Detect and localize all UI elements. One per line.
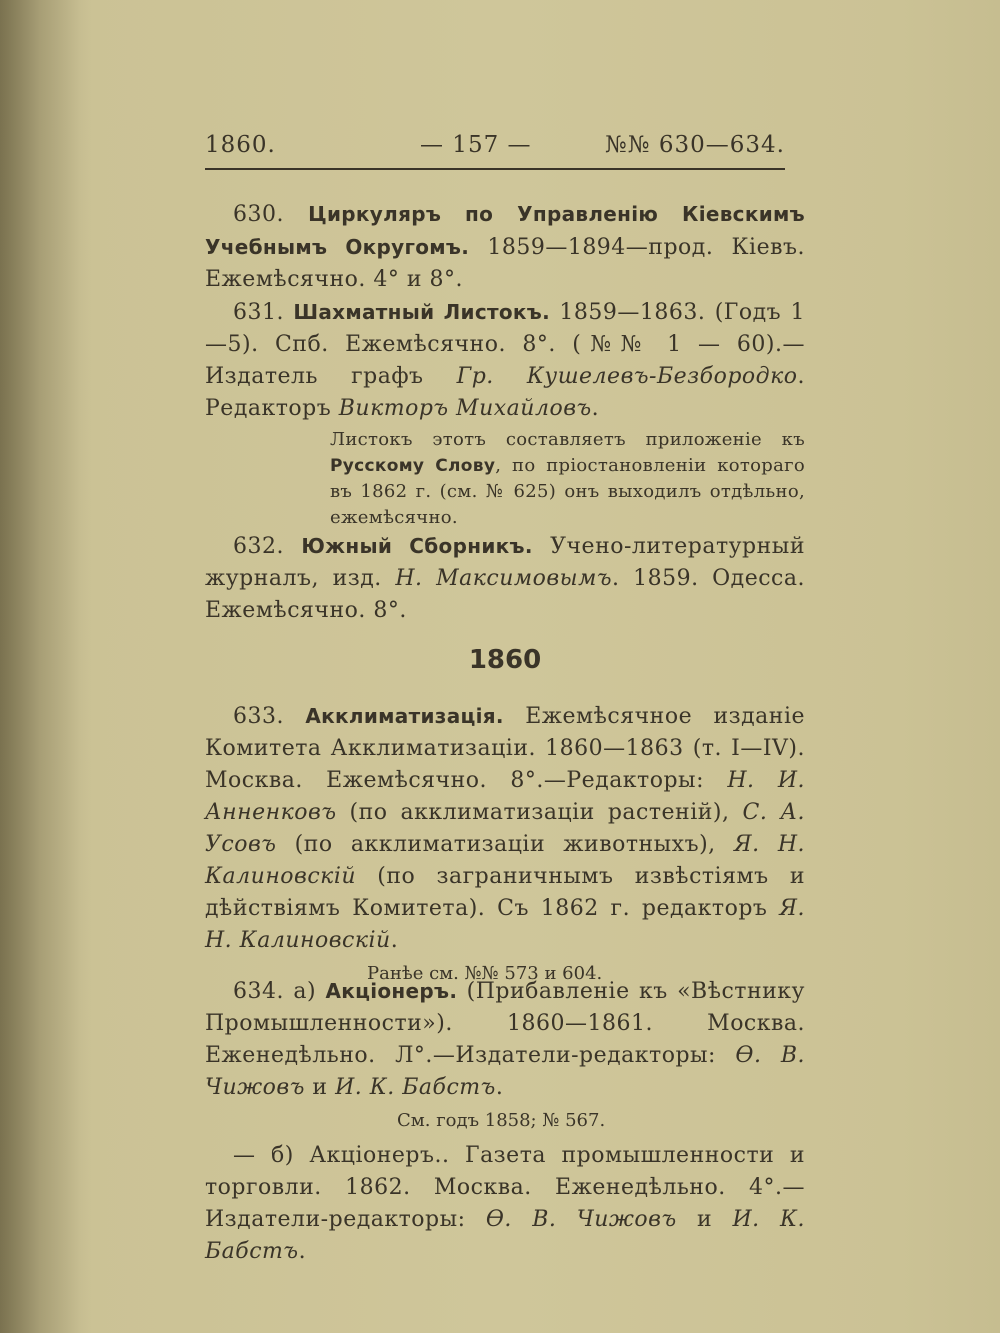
entry-note: См. годъ 1858; № 567. — [397, 1110, 606, 1131]
entry-text: . — [298, 1239, 307, 1264]
entry-text: . — [495, 1075, 504, 1100]
entry-text: . — [390, 928, 399, 953]
entry-number: 632. — [233, 534, 284, 559]
page-gutter-shadow — [0, 0, 92, 1333]
entry-text: (Прибавленіе къ «Вѣстнику Промышленности»). 1860—1861. Москва. Еженедѣльно. Л°.—Издатели-редакторы: — [205, 979, 805, 1068]
header-entry-range: №№ 630—634. — [605, 132, 785, 158]
entry-text: и — [312, 1075, 328, 1100]
note-title: Русскому Слову — [330, 456, 496, 476]
entry-note: Ранѣе см. №№ 573 и 604. — [367, 963, 603, 984]
entry-text: Ежемѣсячное изданіе Комитета Акклиматизаціи. 1860—1863 (т. I—IV). Москва. Ежемѣсячно. 8°.—Редакторы: — [205, 704, 805, 793]
entry-632 — [205, 530, 805, 627]
entry-note: Листокъ этотъ составляетъ приложеніе къ Русскому Слову, по пріостановленіи котораго въ 1862 г. (см. № 625) онъ выходилъ отдѣльно, ежемѣсячно. — [330, 429, 805, 528]
entry-title: Циркуляръ по Управленію Кіевскимъ Учебнымъ Округомъ. — [205, 202, 805, 259]
entry-number: 630. — [233, 202, 284, 227]
entry-title: Акклиматизація. — [305, 704, 504, 728]
entry-text: (по акклиматизаціи растеній), — [349, 800, 730, 825]
entry-text: . Редакторъ — [205, 364, 805, 421]
entry-text: Акціонеръ.. Газета промышленности и торговли. 1862. Москва. Еженедѣльно. 4°.—Издатели-редакторы: — [205, 1143, 805, 1232]
entry-title: Акціонеръ. — [325, 979, 458, 1003]
editor-name: Ѳ. В. Чижовъ — [485, 1207, 677, 1232]
entry-634a — [205, 975, 805, 1134]
entry-number: — б) — [233, 1143, 294, 1168]
entry-number: 634. а) — [233, 979, 317, 1004]
entry-text: . 1859. Одесса. Ежемѣсячно. 8°. — [205, 566, 805, 623]
editor-name: Викторъ Михайловъ — [338, 396, 592, 421]
entry-633 — [205, 700, 805, 987]
entry-text: Учено-литературный журналъ, изд. — [205, 534, 805, 591]
publisher-name: Н. Максимовымъ — [395, 566, 613, 591]
entry-634b — [205, 1140, 805, 1268]
entry-631 — [205, 296, 805, 531]
entry-text: (по акклиматизаціи животныхъ), — [294, 832, 716, 857]
running-header — [205, 128, 785, 168]
editor-name: Н. И. Анненковъ — [205, 768, 805, 825]
entry-text: . — [591, 396, 600, 421]
entry-number: 631. — [233, 300, 284, 325]
editor-name: Я. Н. Калиновскій — [205, 896, 806, 953]
entry-number: 633. — [233, 704, 284, 729]
editor-name: И. К. Бабстъ — [205, 1207, 805, 1264]
entry-text: 1859—1894—прод. Кіевъ. Ежемѣсячно. 4° и 8°. — [205, 235, 805, 292]
publisher-name: Гр. Кушелевъ-Безбородко — [456, 364, 798, 389]
editor-name: С. А. Усовъ — [205, 800, 805, 857]
entry-630 — [205, 198, 805, 296]
entry-text: 1859—1863. (Годъ 1—5). Спб. Ежемѣсячно. 8°. (№№ 1 — 60).— Издатель графъ — [205, 300, 806, 389]
editor-name: И. К. Бабстъ — [335, 1075, 496, 1100]
entry-text: (по заграничнымъ извѣстіямъ и дѣйствіямъ Комитета). Съ 1862 г. редакторъ — [205, 864, 805, 921]
editor-name: Я. Н. Калиновскій — [205, 832, 805, 889]
section-year-heading: 1860 — [468, 645, 542, 675]
entry-title: Шахматный Листокъ. — [293, 300, 551, 324]
header-page-number: — 157 — — [420, 132, 532, 158]
entry-text: и — [696, 1207, 713, 1232]
header-rule — [205, 168, 785, 170]
entry-title: Южный Сборникъ. — [301, 534, 533, 558]
header-year: 1860. — [205, 132, 276, 158]
editor-name: Ѳ. В. Чижовъ — [205, 1043, 806, 1100]
